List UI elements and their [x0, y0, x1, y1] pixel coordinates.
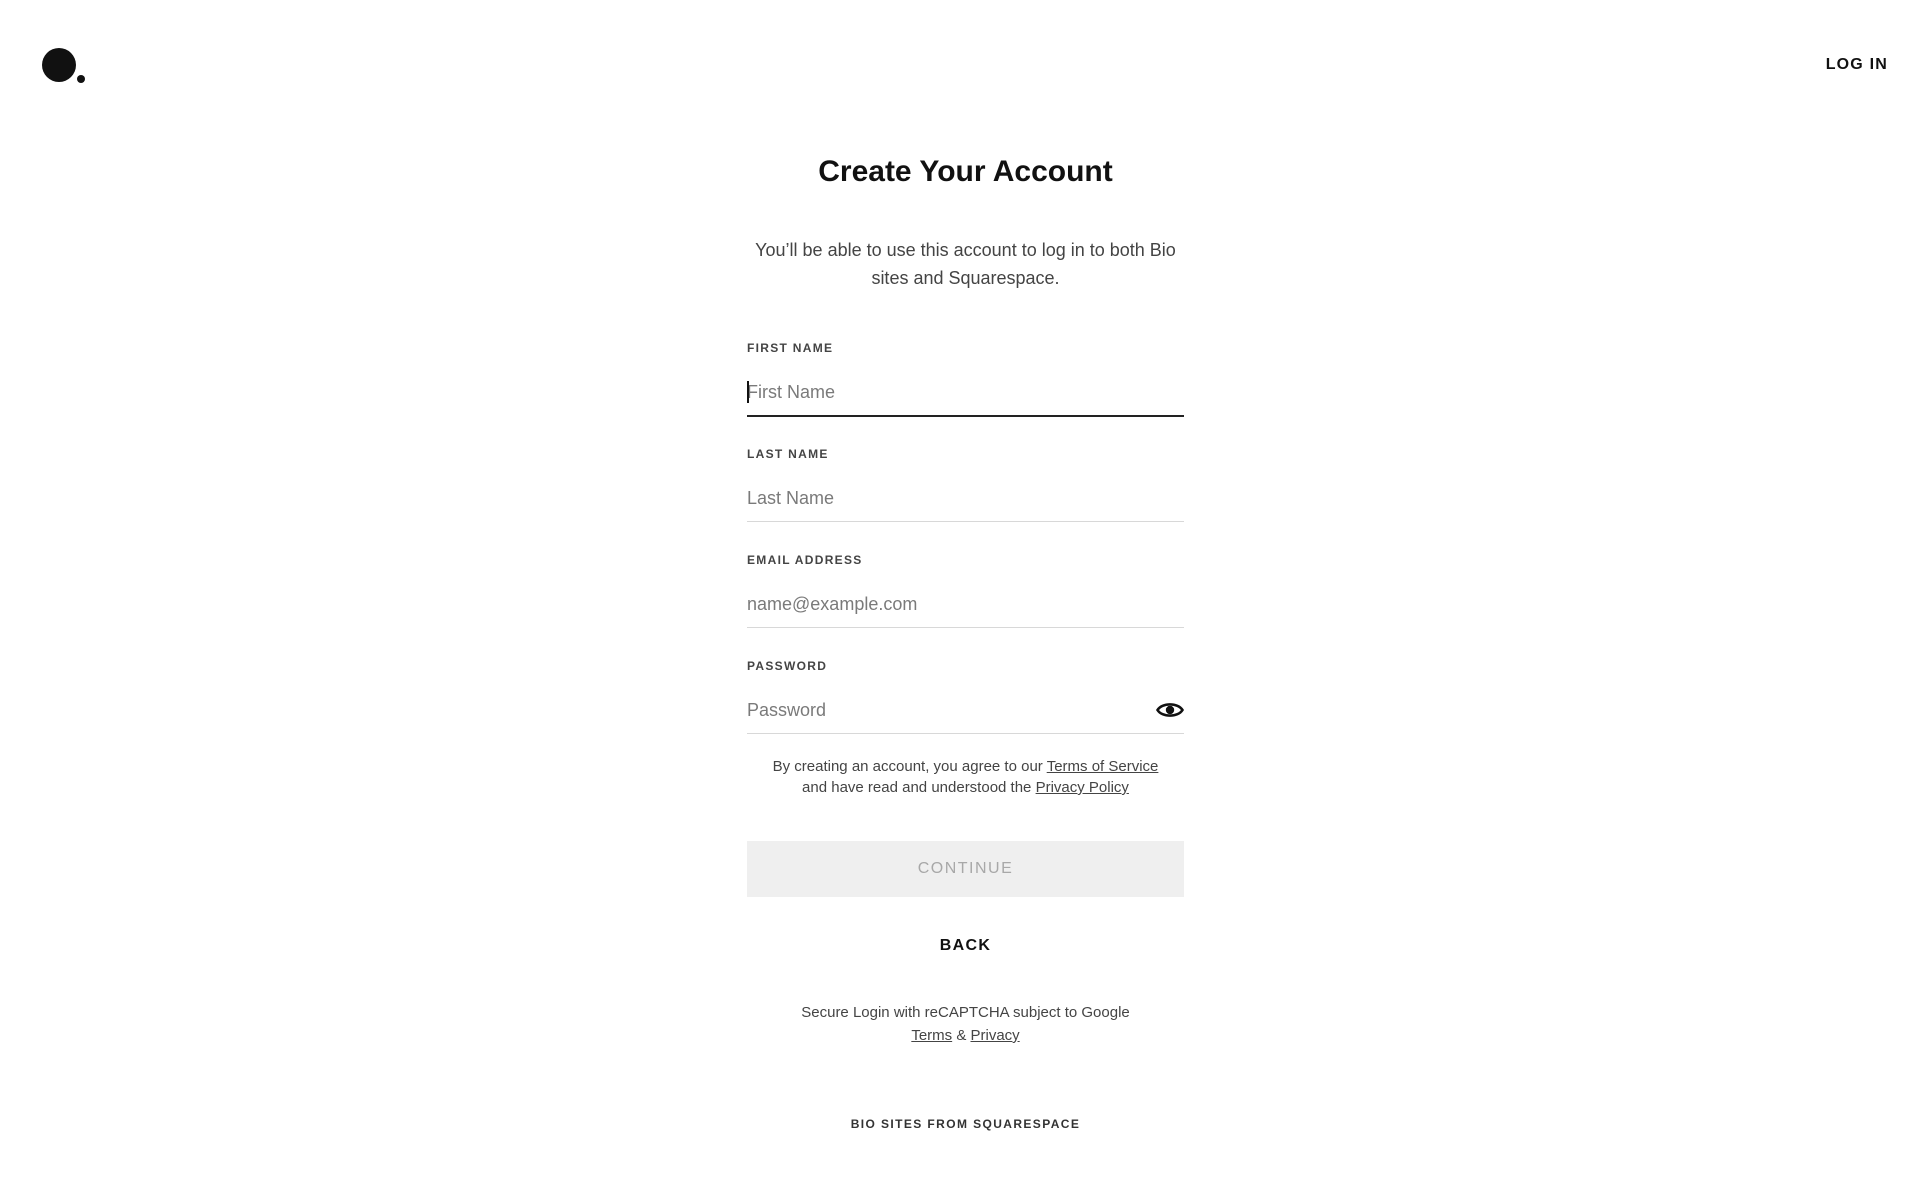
- logo-dot-small: [77, 75, 85, 83]
- recaptcha-text: Secure Login with reCAPTCHA subject to Google: [801, 1004, 1130, 1021]
- back-button[interactable]: BACK: [939, 937, 992, 954]
- recaptcha-amp: &: [952, 1027, 971, 1044]
- google-terms-link[interactable]: Terms: [911, 1027, 953, 1044]
- email-input[interactable]: [747, 585, 1184, 623]
- page-subtitle: You’ll be able to use this account to log in to both Bio sites and Squarespace.: [755, 240, 1176, 288]
- page-title: Create Your Account: [818, 155, 1113, 188]
- password-field: [747, 659, 1184, 734]
- email-label: EMAIL ADDRESS: [747, 553, 863, 567]
- footer-brand: BIO SITES FROM SQUARESPACE: [850, 1117, 1081, 1131]
- password-input-wrap: [747, 691, 1184, 734]
- email-field: [747, 553, 1184, 628]
- first-name-label: FIRST NAME: [747, 341, 834, 355]
- email-input-wrap: [747, 585, 1184, 628]
- last-name-field: [747, 447, 1184, 522]
- password-input[interactable]: [747, 691, 1184, 729]
- logo-dot-large: [42, 48, 76, 82]
- last-name-input[interactable]: [747, 479, 1184, 517]
- terms-of-service-link[interactable]: Terms of Service: [1046, 758, 1159, 775]
- first-name-field: [747, 341, 1184, 417]
- legal-notice: [747, 756, 1184, 798]
- continue-button[interactable]: CONTINUE: [747, 841, 1184, 897]
- login-link[interactable]: LOG IN: [1825, 56, 1888, 73]
- recaptcha-notice: [747, 1001, 1184, 1047]
- google-privacy-link[interactable]: Privacy: [970, 1027, 1020, 1044]
- last-name-input-wrap: [747, 479, 1184, 522]
- last-name-label: LAST NAME: [747, 447, 829, 461]
- eye-icon[interactable]: [1156, 699, 1184, 721]
- text-caret: [747, 381, 749, 403]
- password-label: PASSWORD: [747, 659, 828, 673]
- logo-icon[interactable]: [42, 48, 88, 84]
- privacy-policy-link[interactable]: Privacy Policy: [1035, 779, 1129, 796]
- legal-middle: and have read and understood the: [802, 779, 1036, 796]
- first-name-input[interactable]: [747, 373, 1184, 411]
- first-name-input-wrap: [747, 373, 1184, 417]
- legal-prefix: By creating an account, you agree to our: [772, 758, 1047, 775]
